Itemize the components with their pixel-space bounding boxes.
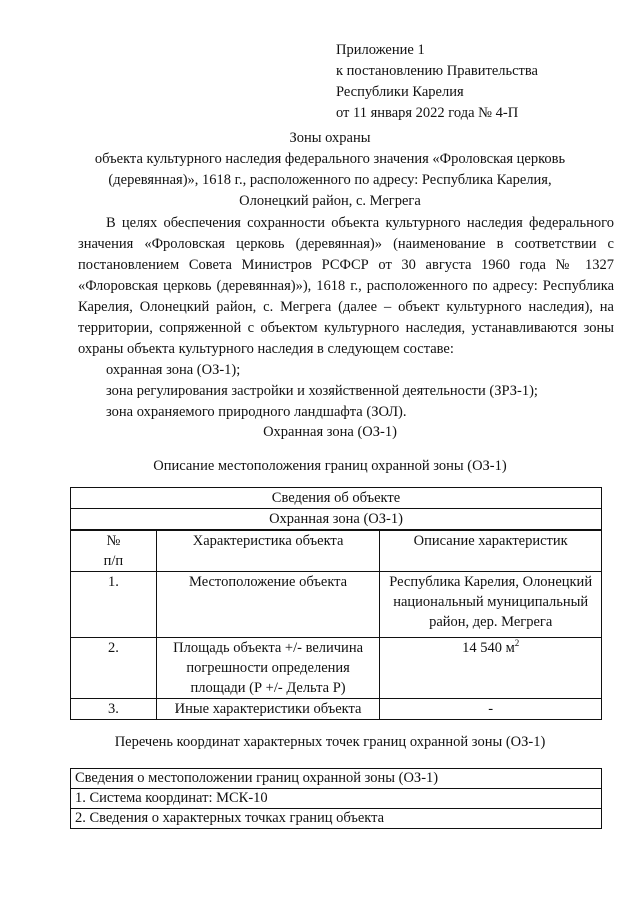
table-header: Сведения об объекте [71, 488, 602, 509]
row-number: 3. [71, 699, 157, 720]
appendix-line: Республики Карелия [336, 84, 464, 100]
coords-title: Перечень координат характерных точек границ охранной зоны (ОЗ-1) [114, 734, 546, 750]
table-column-headers [71, 530, 602, 572]
row-characteristic: Местоположение объекта [156, 572, 380, 638]
appendix-header [336, 40, 616, 124]
table-row [71, 572, 602, 638]
appendix-line: к постановлению Правительства [336, 63, 538, 79]
area-unit-exponent: 2 [514, 638, 520, 649]
coords-row: 1. Система координат: МСК-10 [71, 789, 602, 809]
coords-row: 2. Сведения о характерных точках границ объекта [71, 809, 602, 829]
appendix-line: Приложение 1 [336, 42, 425, 58]
intro-section [78, 213, 614, 423]
row-description: Республика Карелия, Олонецкий национальный муниципальный район, дер. Мегрега [380, 572, 602, 638]
section-title: Охранная зона (ОЗ-1) [263, 424, 397, 440]
intro-paragraph: В целях обеспечения сохранности объекта культурного наследия федерального значения «Фроловская церковь (деревянная)» (наименование в соответствии с постановлением Совета Министров РСФСР от 30 августа 1960 года № 1327 «Флоровская церковь (деревянная)»), 1618 г., расположенного по адресу: Республика Карелия, Олонецкий район, с. Мегрега (далее – объект культурного наследия), на территории, сопряженной с объектом культурного наследия, устанавливаются зоны охраны объекта культурного наследия в следующем составе: [78, 215, 614, 357]
title-line: Олонецкий район, с. Мегрега [239, 193, 421, 209]
row-characteristic: Иные характеристики объекта [156, 699, 380, 720]
table-subheader: Охранная зона (ОЗ-1) [71, 509, 602, 531]
row-description [380, 638, 602, 699]
appendix-line: от 11 января 2022 года № 4-П [336, 105, 519, 121]
row-number: 1. [71, 572, 157, 638]
title-line: (деревянная)», 1618 г., расположенного по адресу: Республика Карелия, [108, 172, 552, 188]
column-header-characteristic: Характеристика объекта [156, 530, 380, 572]
zone-list-item: зона охраняемого природного ландшафта (ЗОЛ). [106, 404, 407, 420]
area-value: 14 540 м [462, 640, 515, 656]
object-info-table [70, 487, 602, 720]
coords-row: Сведения о местоположении границ охранной зоны (ОЗ-1) [71, 769, 602, 789]
row-description: - [380, 699, 602, 720]
zone-list-item: зона регулирования застройки и хозяйственной деятельности (ЗРЗ-1); [106, 383, 538, 399]
column-header-number: № п/п [71, 530, 157, 572]
description-title: Описание местоположения границ охранной зоны (ОЗ-1) [153, 458, 507, 474]
table-row [71, 638, 602, 699]
title-line: объекта культурного наследия федерального значения «Фроловская церковь [94, 151, 566, 167]
document-title [60, 128, 600, 212]
row-characteristic: Площадь объекта +/- величина погрешности определения площади (Р +/- Дельта Р) [156, 638, 380, 699]
title-line: Зоны охраны [289, 130, 371, 146]
row-number: 2. [71, 638, 157, 699]
coords-table [70, 768, 602, 829]
column-header-description: Описание характеристик [380, 530, 602, 572]
table-row [71, 699, 602, 720]
zone-list-item: охранная зона (ОЗ-1); [106, 362, 241, 378]
